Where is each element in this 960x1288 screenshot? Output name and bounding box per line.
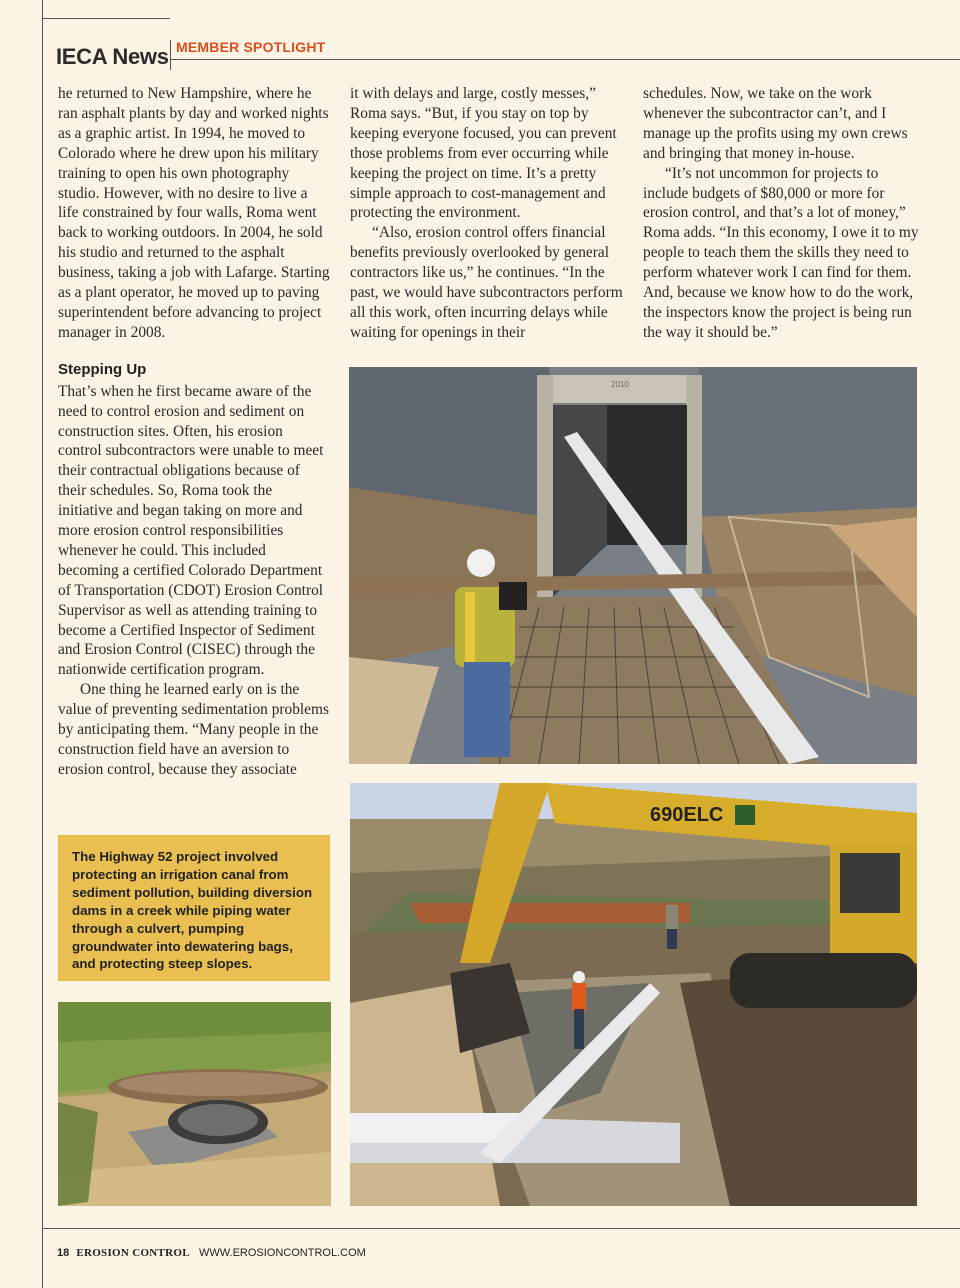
article-column-3: [643, 84, 919, 343]
footer-rule: [42, 1228, 960, 1229]
subheading: Stepping Up: [58, 360, 147, 378]
culvert-stamp: 2010: [611, 380, 629, 389]
article-column-2: [350, 84, 626, 343]
article-column-1: [58, 84, 330, 780]
paragraph: he returned to New Hampshire, where he ran asphalt plants by day and worked nights as a graphic artist. In 1994, he moved to Colorado where he drew upon his military training to open his own photography studio. However, with no desire to live a life constrained by four walls, Roma went back to working outdoors. In 2004, he sold his studio and returned to the asphalt business, taking a job with Lafarge. Starting as a plant operator, he moved up to paving superintendent before advancing to project manager in 2008.: [58, 85, 330, 341]
culvert-outlet-photo: [58, 1002, 331, 1206]
paragraph: schedules. Now, we take on the work whenever the subcontractor can’t, and I manage up the profits using my own crews and bringing that money in-house.: [643, 85, 908, 162]
excavator-model-label: 690ELC: [650, 804, 724, 826]
header-divider: [170, 40, 171, 70]
magazine-url: WWW.EROSIONCONTROL.COM: [198, 1247, 366, 1259]
paragraph: One thing he learned early on is the value of preventing sedimentation problems by anticipating them. “Many people in the construction field have an aversion to erosion control, because they associate: [58, 681, 329, 778]
photo-caption-callout: [58, 835, 330, 981]
callout-text: The Highway 52 project involved protecting an irrigation canal from sediment pollution, building diversion dams in a creek while piping water through a culvert, pumping groundwater into dewatering bags, and protecting steep slopes.: [72, 849, 313, 972]
paragraph: “It’s not uncommon for projects to include budgets of $80,000 or more for erosion control, and that’s a lot of money,” Roma adds. “In this economy, I owe it to my people to teach them the skills they need to perform whatever work I can find for them. And, because we know how to do the work, the inspectors know the project is being run the way it should be.”: [643, 164, 919, 341]
header-rule: [170, 59, 960, 60]
excavator-creek-photo: [350, 783, 917, 1206]
page-number: 18: [57, 1247, 70, 1259]
paragraph: it with delays and large, costly messes,” Roma says. “But, if you stay on top by keeping everyone focused, you can prevent those problems from ever occurring while keeping the project on time. It’s a pretty simple approach to cost-management and protecting the environment.: [350, 85, 617, 222]
left-margin-rule: [42, 0, 43, 1288]
page-footer: [57, 1247, 366, 1259]
paragraph: “Also, erosion control offers financial benefits previously overlooked by general contractors like us,” he continues. “In the past, we would have subcontractors perform all this work, often incurring delays while waiting for openings in their: [350, 224, 623, 341]
magazine-name: EROSION CONTROL: [76, 1247, 190, 1259]
paragraph: That’s when he first became aware of the need to control erosion and sediment on construction sites. Often, his erosion control subcontractors were unable to meet their contractual obligations because of their schedules. So, Roma took the initiative and began taking on more and more erosion control responsibilities whenever he could. This included becoming a certified Colorado Department of Transportation (CDOT) Erosion Control Supervisor as well as attending training to become a Certified Inspector of Sediment and Erosion Control (CISEC) through the nationwide certification program.: [58, 382, 324, 679]
publication-brand: IECA News: [56, 44, 169, 69]
top-margin-rule: [42, 18, 170, 19]
culvert-construction-photo: [349, 367, 917, 764]
section-label: MEMBER SPOTLIGHT: [176, 39, 326, 55]
